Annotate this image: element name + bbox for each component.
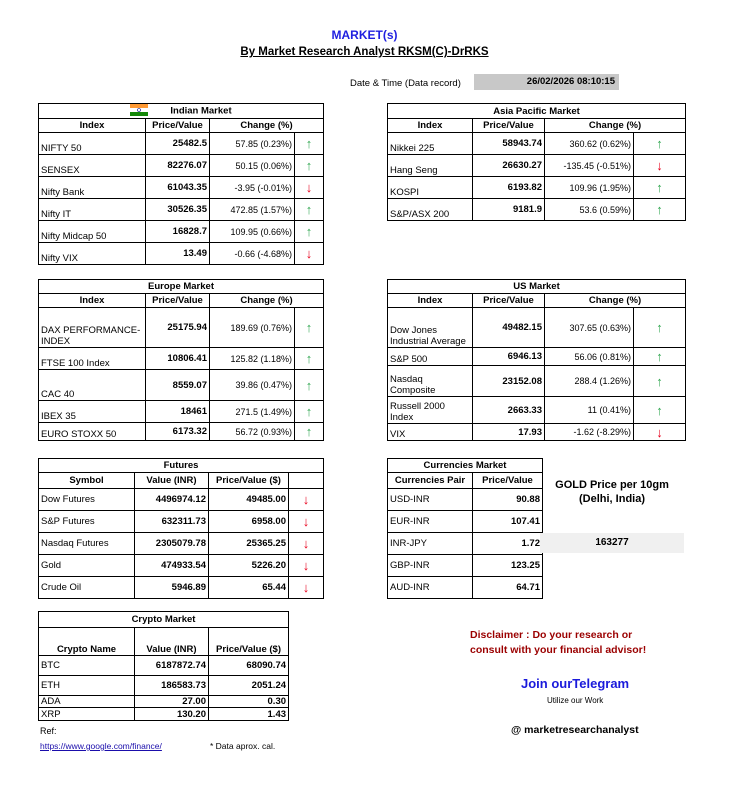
arrow-up-icon: ↑ <box>634 308 686 348</box>
table-row <box>39 555 324 577</box>
table-row <box>39 155 324 177</box>
index-change: 125.82 (1.18%) <box>210 348 295 370</box>
index-price: 8559.07 <box>146 370 210 401</box>
table-row <box>39 656 289 676</box>
currency-pair: INR-JPY <box>388 533 473 555</box>
table-row <box>39 577 324 599</box>
currencies-table <box>387 458 543 599</box>
value-usd: 68090.74 <box>209 656 289 676</box>
index-change: 11 (0.41%) <box>545 397 634 424</box>
index-name: Nasdaq Composite <box>388 366 473 397</box>
index-price: 2663.33 <box>473 397 545 424</box>
arrow-up-icon: ↑ <box>295 155 324 177</box>
arrow-down-icon: ↓ <box>295 243 324 265</box>
index-name: EURO STOXX 50 <box>39 423 146 441</box>
index-name: DAX PERFORMANCE-INDEX <box>39 308 146 348</box>
index-change: 39.86 (0.47%) <box>210 370 295 401</box>
table-row <box>39 533 324 555</box>
arrow-up-icon: ↑ <box>295 133 324 155</box>
page-subtitle: By Market Research Analyst RKSM(C)-DrRKS <box>240 46 489 58</box>
value-usd: 0.30 <box>209 696 289 708</box>
value-inr: 186583.73 <box>135 676 209 696</box>
symbol-name: Nasdaq Futures <box>39 533 135 555</box>
index-price: 61043.35 <box>146 177 210 199</box>
index-change: -1.62 (-8.29%) <box>545 424 634 441</box>
index-name: Hang Seng <box>388 155 473 177</box>
index-price: 9181.9 <box>473 199 545 221</box>
index-price: 23152.08 <box>473 366 545 397</box>
data-note: * Data aprox. cal. <box>210 741 276 751</box>
value-inr: 632311.73 <box>135 511 209 533</box>
ref-link[interactable]: https://www.google.com/finance/ <box>40 741 162 751</box>
arrow-up-icon: ↑ <box>634 366 686 397</box>
index-change: 53.6 (0.59%) <box>545 199 634 221</box>
value-inr: 2305079.78 <box>135 533 209 555</box>
index-change: 307.65 (0.63%) <box>545 308 634 348</box>
column-header: Change (%) <box>210 294 324 308</box>
column-header: Price/Value <box>146 119 210 133</box>
index-name: KOSPI <box>388 177 473 199</box>
table-row <box>388 397 686 424</box>
index-change: 109.95 (0.66%) <box>210 221 295 243</box>
index-price: 58943.74 <box>473 133 545 155</box>
india-flag-icon <box>130 104 148 116</box>
index-name: CAC 40 <box>39 370 146 401</box>
column-header: Price/Value ($) <box>209 628 289 656</box>
column-header: Crypto Name <box>39 628 135 656</box>
value-inr: 4496974.12 <box>135 489 209 511</box>
index-change: 288.4 (1.26%) <box>545 366 634 397</box>
table-row <box>39 308 324 348</box>
futures-table <box>38 458 324 599</box>
crypto-name: ADA <box>39 696 135 708</box>
index-name: Nikkei 225 <box>388 133 473 155</box>
column-header: Price/Value <box>473 119 545 133</box>
index-change: 472.85 (1.57%) <box>210 199 295 221</box>
table-row <box>39 696 289 708</box>
index-change: 360.62 (0.62%) <box>545 133 634 155</box>
table-row <box>388 511 543 533</box>
table-row <box>388 555 543 577</box>
arrow-down-icon: ↓ <box>289 533 324 555</box>
table-row <box>388 366 686 397</box>
table-row <box>388 155 686 177</box>
ref-label: Ref: <box>40 726 57 736</box>
table-row <box>388 577 543 599</box>
value-inr: 27.00 <box>135 696 209 708</box>
disclaimer-text: Disclaimer : Do your research or consult with your financial advisor! <box>470 629 647 656</box>
datetime-value: 26/02/2026 08:10:15 <box>474 74 619 90</box>
crypto-name: XRP <box>39 708 135 721</box>
currency-pair: USD-INR <box>388 489 473 511</box>
index-price: 25482.5 <box>146 133 210 155</box>
table-row <box>39 489 324 511</box>
column-header: Index <box>39 294 146 308</box>
index-price: 30526.35 <box>146 199 210 221</box>
page-title: MARKET(s) <box>331 28 398 42</box>
index-name: S&P 500 <box>388 348 473 366</box>
column-header: Index <box>388 119 473 133</box>
table-caption: Crypto Market <box>39 612 289 628</box>
arrow-up-icon: ↑ <box>295 370 324 401</box>
value-usd: 65.44 <box>209 577 289 599</box>
table-row <box>39 177 324 199</box>
value-usd: 49485.00 <box>209 489 289 511</box>
currency-pair: GBP-INR <box>388 555 473 577</box>
index-name: VIX <box>388 424 473 441</box>
symbol-name: S&P Futures <box>39 511 135 533</box>
value-inr: 6187872.74 <box>135 656 209 676</box>
table-row <box>39 199 324 221</box>
column-header: Currencies Pair <box>388 473 473 489</box>
currency-value: 123.25 <box>473 555 543 577</box>
crypto-name: ETH <box>39 676 135 696</box>
arrow-down-icon: ↓ <box>634 155 686 177</box>
index-price: 13.49 <box>146 243 210 265</box>
table-row <box>39 133 324 155</box>
asia-pacific-market-table <box>387 103 686 221</box>
table-row <box>39 221 324 243</box>
index-name: Nifty Midcap 50 <box>39 221 146 243</box>
currency-value: 107.41 <box>473 511 543 533</box>
telegram-subtext: Utilize our Work <box>547 696 604 705</box>
index-price: 6173.32 <box>146 423 210 441</box>
arrow-up-icon: ↑ <box>634 348 686 366</box>
value-inr: 130.20 <box>135 708 209 721</box>
index-change: -3.95 (-0.01%) <box>210 177 295 199</box>
table-row <box>39 348 324 370</box>
us-market-table <box>387 279 686 441</box>
table-caption: US Market <box>388 280 686 294</box>
column-header: Change (%) <box>210 119 324 133</box>
arrow-up-icon: ↑ <box>295 308 324 348</box>
table-row <box>39 370 324 401</box>
index-name: SENSEX <box>39 155 146 177</box>
currency-pair: AUD-INR <box>388 577 473 599</box>
telegram-link[interactable]: Join ourTelegram <box>521 676 630 691</box>
index-change: 189.69 (0.76%) <box>210 308 295 348</box>
currency-value: 90.88 <box>473 489 543 511</box>
arrow-down-icon: ↓ <box>634 424 686 441</box>
arrow-down-icon: ↓ <box>289 555 324 577</box>
arrow-down-icon: ↓ <box>295 177 324 199</box>
index-price: 25175.94 <box>146 308 210 348</box>
value-usd: 5226.20 <box>209 555 289 577</box>
column-header: Symbol <box>39 473 135 489</box>
social-handle: @ marketresearchanalyst <box>511 724 639 736</box>
index-name: Dow Jones Industrial Average <box>388 308 473 348</box>
column-header: Index <box>388 294 473 308</box>
index-price: 10806.41 <box>146 348 210 370</box>
arrow-up-icon: ↑ <box>295 401 324 423</box>
value-inr: 5946.89 <box>135 577 209 599</box>
column-header: Index <box>39 119 146 133</box>
index-change: 57.85 (0.23%) <box>210 133 295 155</box>
arrow-down-icon: ↓ <box>289 511 324 533</box>
symbol-name: Crude Oil <box>39 577 135 599</box>
table-row <box>388 533 543 555</box>
table-row <box>388 489 543 511</box>
index-price: 18461 <box>146 401 210 423</box>
table-row <box>388 308 686 348</box>
index-price: 26630.27 <box>473 155 545 177</box>
arrow-down-icon: ↓ <box>289 577 324 599</box>
column-header: Value (INR) <box>135 628 209 656</box>
table-row <box>39 243 324 265</box>
index-change: 56.06 (0.81%) <box>545 348 634 366</box>
index-name: IBEX 35 <box>39 401 146 423</box>
column-header <box>289 473 324 489</box>
index-name: Nifty Bank <box>39 177 146 199</box>
table-row <box>388 199 686 221</box>
value-usd: 1.43 <box>209 708 289 721</box>
table-row <box>39 511 324 533</box>
table-caption: Europe Market <box>39 280 324 294</box>
table-caption: Asia Pacific Market <box>388 104 686 119</box>
table-row <box>39 401 324 423</box>
column-header: Change (%) <box>545 119 686 133</box>
table-caption: Currencies Market <box>388 459 543 473</box>
index-price: 17.93 <box>473 424 545 441</box>
index-price: 82276.07 <box>146 155 210 177</box>
symbol-name: Gold <box>39 555 135 577</box>
table-caption: Indian Market <box>39 104 324 119</box>
arrow-up-icon: ↑ <box>634 177 686 199</box>
symbol-name: Dow Futures <box>39 489 135 511</box>
table-row <box>388 177 686 199</box>
arrow-down-icon: ↓ <box>289 489 324 511</box>
index-name: Russell 2000 Index <box>388 397 473 424</box>
table-row <box>39 423 324 441</box>
table-row <box>388 424 686 441</box>
column-header: Value (INR) <box>135 473 209 489</box>
index-price: 6193.82 <box>473 177 545 199</box>
index-name: S&P/ASX 200 <box>388 199 473 221</box>
value-inr: 474933.54 <box>135 555 209 577</box>
index-name: Nifty VIX <box>39 243 146 265</box>
column-header: Price/Value <box>146 294 210 308</box>
index-name: NIFTY 50 <box>39 133 146 155</box>
arrow-up-icon: ↑ <box>295 348 324 370</box>
arrow-up-icon: ↑ <box>634 397 686 424</box>
value-usd: 25365.25 <box>209 533 289 555</box>
currency-value: 1.72 <box>473 533 543 555</box>
index-price: 49482.15 <box>473 308 545 348</box>
column-header: Price/Value <box>473 294 545 308</box>
arrow-up-icon: ↑ <box>634 199 686 221</box>
column-header: Change (%) <box>545 294 686 308</box>
column-header: Price/Value <box>473 473 543 489</box>
index-change: 109.96 (1.95%) <box>545 177 634 199</box>
value-usd: 6958.00 <box>209 511 289 533</box>
currency-pair: EUR-INR <box>388 511 473 533</box>
index-price: 6946.13 <box>473 348 545 366</box>
table-caption: Futures <box>39 459 324 473</box>
value-usd: 2051.24 <box>209 676 289 696</box>
table-row <box>388 348 686 366</box>
crypto-name: BTC <box>39 656 135 676</box>
arrow-up-icon: ↑ <box>295 423 324 441</box>
indian-market-table <box>38 103 324 265</box>
currency-value: 64.71 <box>473 577 543 599</box>
index-change: 271.5 (1.49%) <box>210 401 295 423</box>
crypto-table <box>38 611 289 721</box>
europe-market-table <box>38 279 324 441</box>
gold-price-value: 163277 <box>540 533 684 553</box>
index-change: -0.66 (-4.68%) <box>210 243 295 265</box>
table-row <box>388 133 686 155</box>
index-price: 16828.7 <box>146 221 210 243</box>
arrow-up-icon: ↑ <box>634 133 686 155</box>
arrow-up-icon: ↑ <box>295 199 324 221</box>
table-row <box>39 708 289 721</box>
datetime-label: Date & Time (Data record) <box>350 78 461 89</box>
column-header: Price/Value ($) <box>209 473 289 489</box>
index-name: FTSE 100 Index <box>39 348 146 370</box>
index-change: 50.15 (0.06%) <box>210 155 295 177</box>
index-name: Nifty IT <box>39 199 146 221</box>
table-row <box>39 676 289 696</box>
arrow-up-icon: ↑ <box>295 221 324 243</box>
gold-price-label: GOLD Price per 10gm (Delhi, India) <box>555 479 669 505</box>
index-change: -135.45 (-0.51%) <box>545 155 634 177</box>
index-change: 56.72 (0.93%) <box>210 423 295 441</box>
